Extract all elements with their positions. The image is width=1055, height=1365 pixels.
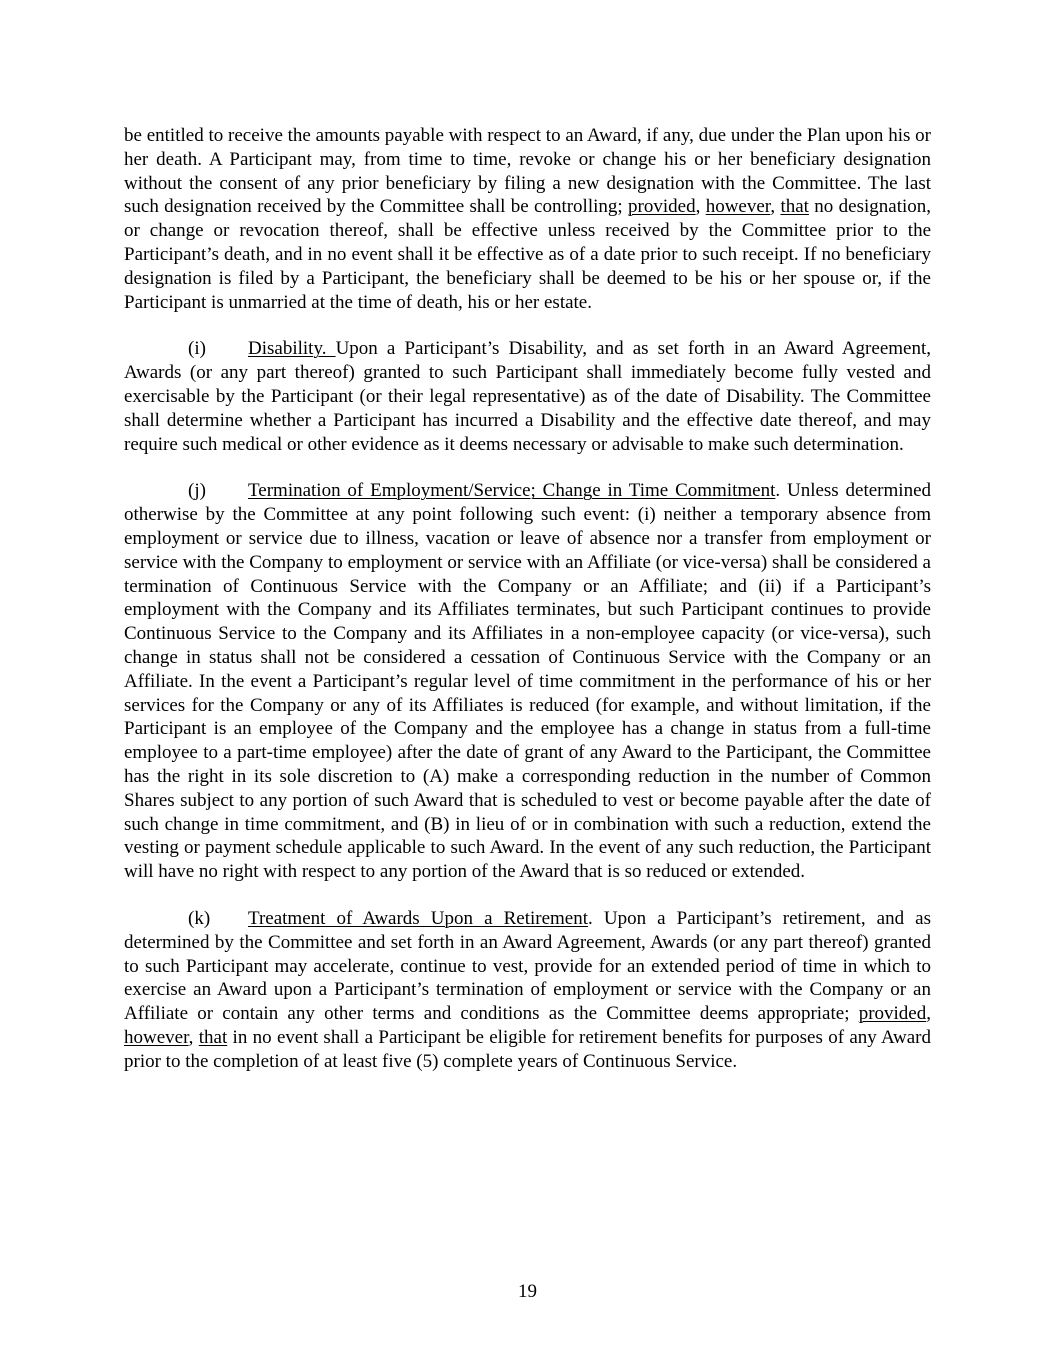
- section-heading: Termination of Employment/Service; Change in Time Commitment: [248, 480, 776, 502]
- section-number: (j): [188, 480, 206, 502]
- section-body: ,: [926, 1003, 931, 1025]
- underlined-term-that: that: [198, 1026, 228, 1048]
- section-number: (i): [188, 338, 206, 360]
- paragraph-beneficiary-continuation: [124, 124, 931, 314]
- paragraph-text: ,: [695, 196, 706, 218]
- section-heading: Treatment of Awards Upon a Retirement: [248, 907, 589, 929]
- underlined-term-provided: provided: [858, 1003, 927, 1025]
- section-body: in no event shall a Participant be eligible for retirement benefits for purposes of any Award prior to the completion of at least five (5) complete years of Continuous Service.: [124, 1026, 931, 1072]
- underlined-term-however: however: [705, 196, 771, 218]
- section-heading: Disability.: [248, 338, 336, 360]
- paragraph-text: be entitled to receive the amounts payable with respect to an Award, if any, due under the Plan upon his or her death. A Participant may, from time to time, revoke or change his or her beneficiary designation without the consent of any prior beneficiary by filing a new designation with the Committee. The last such designation received by the Committee shall be controlling;: [124, 125, 931, 218]
- section-body: . Unless determined otherwise by the Committee at any point following such event: (i) neither a temporary absence from employment or service due to illness, vacation or leave of absence nor a transfer from employment or service with the Company to employment or service with an Affiliate (or vice-versa) shall be considered a termination of Continuous Service with the Company or an Affiliate; and (ii) if a Participant’s employment with the Company and its Affiliates terminates, but such Participant continues to provide Continuous Service to the Company and its Affiliates in a non-employee capacity (or vice-versa), such change in status shall not be considered a cessation of Continuous Service with the Company or an Affiliate. In the event a Participant’s regular level of time commitment in the performance of his or her services for the Company or any of its Affiliates is reduced (for example, and without limitation, if the Participant is an employee of the Company and the employee has a change in status from a full-time employee to a part-time employee) after the date of grant of any Award to the Participant, the Committee has the right in its sole discretion to (A) make a corresponding reduction in the number of Common Shares subject to any portion of such Award that is scheduled to vest or become payable after the date of such change in time commitment, and (B) in lieu of or in combination with such a reduction, extend the vesting or payment schedule applicable to such Award. In the event of any such reduction, the Participant will have no right with respect to any portion of the Award that is so reduced or extended.: [124, 480, 932, 883]
- paragraph-text: ,: [770, 196, 781, 218]
- document-page: [124, 124, 931, 1073]
- section-number: (k): [188, 907, 211, 929]
- section-body: Upon a Participant’s Disability, and as set forth in an Award Agreement, Awards (or any part thereof) granted to such Participant shall immediately become fully vested and exercisable by the Participant (or their legal representative) as of the date of Disability. The Committee shall determine whether a Participant has incurred a Disability and the effective date thereof, and may require such medical or other evidence as it deems necessary or advisable to make such determination.: [124, 338, 931, 455]
- underlined-term-that: that: [780, 196, 809, 218]
- paragraph-text: no designation, or change or revocation thereof, shall be effective unless received by the Committee prior to the Participant’s death, and in no event shall it be effective as of a date prior to such receipt. If no beneficiary designation is filed by a Participant, the beneficiary shall be deemed to be his or her spouse or, if the Participant is unmarried at the time of death, his or her estate.: [124, 196, 931, 313]
- section-k-retirement: [124, 907, 931, 1074]
- underlined-term-provided: provided: [628, 196, 696, 218]
- section-i-disability: [124, 337, 931, 456]
- section-body: . Upon a Participant’s retirement, and as determined by the Committee and set forth in an Award Agreement, Awards (or any part thereof) granted to such Participant may accelerate, continue to vest, provide for an extended period of time in which to exercise an Award upon a Participant’s termination of employment or service with the Company or an Affiliate or contain any other terms and conditions as the Committee deems appropriate;: [124, 907, 931, 1025]
- section-j-termination: [124, 479, 931, 884]
- underlined-term-however: however: [124, 1026, 189, 1048]
- page-number: 19: [518, 1281, 537, 1302]
- section-body: ,: [188, 1026, 199, 1048]
